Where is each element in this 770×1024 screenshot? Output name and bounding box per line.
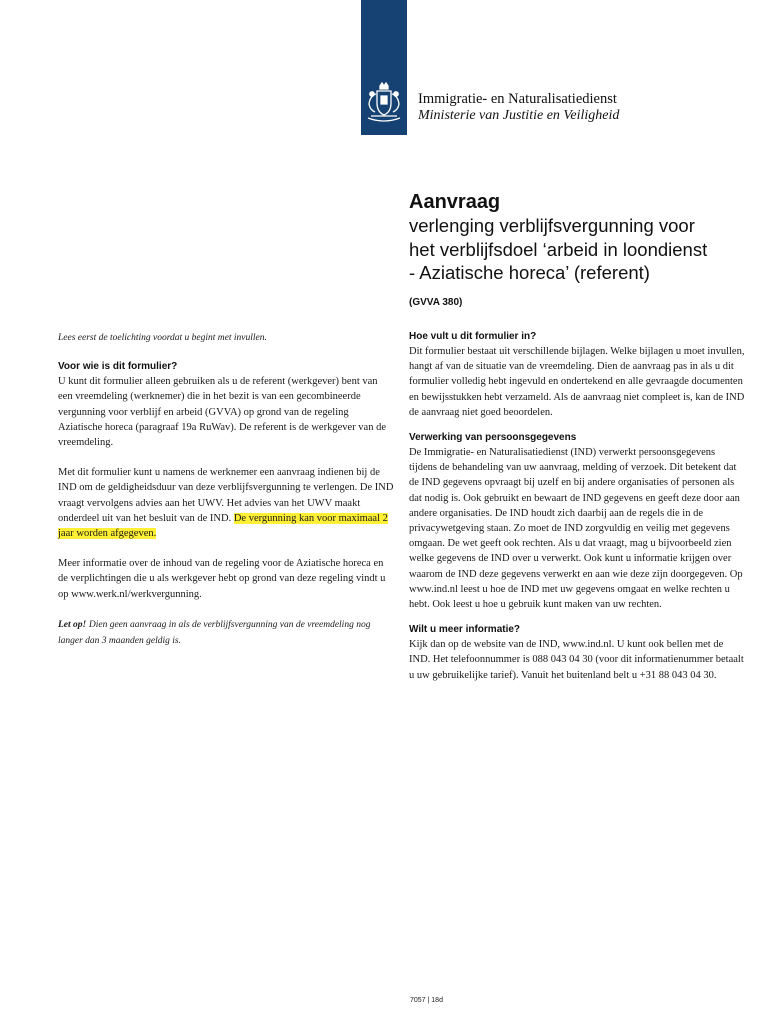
form-code: (GVVA 380) bbox=[409, 297, 463, 308]
who-text: U kunt dit formulier alleen gebruiken als u de referent (werkgever) bent van een vreemdeling (werknemer) die in het bezit is van een gecombineerde vergunning voor verblijf en arbeid (GVVA) op grond van de regeling Aziatische horeca (paragraaf 19a RuWav). De referent is de werkgever van de vreemdeling. bbox=[58, 376, 386, 449]
ministry-name: Ministerie van Justitie en Veiligheid bbox=[418, 108, 620, 123]
privacy-text: De Immigratie- en Naturalisatiedienst (IND) verwerkt persoonsgegevens tijdens de behandeling van uw aanvraag, melding of verzoek. Dit betekent dat de IND gegevens opvraagt bij uzelf en bij andere organisaties of personen als dat nodig is. Ook gebruikt en bewaart de IND gegevens en geeft deze door aan andere organisaties. De IND houdt zich daarbij aan de regels die in de privacywetgeving staan. Zo moet de IND zorgvuldig en veilig met gegevens omgaan. De wet geeft ook rechten. Als u dat vraagt, mag u bijvoorbeeld zien welke gegevens de IND over u verwerkt. Ook kunt u informatie krijgen over waarom de IND deze gegevens verwerkt en aan wie deze zijn doorgegeven. Op www.ind.nl leest u hoe de IND met uw gegevens omgaat en welke rechten u hebt. Ook leest u hoe u gebruik kunt maken van uw rechten. bbox=[409, 447, 743, 611]
page-code: 7057 | 18d bbox=[410, 997, 443, 1004]
title-block bbox=[409, 190, 769, 285]
procedure-paragraph bbox=[58, 465, 394, 541]
left-column bbox=[58, 331, 394, 649]
let-op-text: Dien geen aanvraag in als de verblijfsvergunning van de vreemdeling nog langer dan 3 maanden geldig is. bbox=[58, 619, 371, 647]
let-op-label: Let op! bbox=[58, 619, 87, 630]
more-info-regeling: Meer informatie over de inhoud van de regeling voor de Aziatische horeca en de verplichtingen die u als werkgever hebt op grond van deze regeling vindt u op www.werk.nl/werkvergunning. bbox=[58, 558, 386, 600]
intro-note: Lees eerst de toelichting voordat u begint met invullen. bbox=[58, 333, 267, 343]
let-op-note bbox=[58, 617, 394, 649]
subtitle-line-1: verlenging verblijfsvergunning voor bbox=[409, 215, 695, 236]
how-heading: Hoe vult u dit formulier in? bbox=[409, 331, 537, 342]
subtitle-line-2: het verblijfsdoel ‘arbeid in loondienst bbox=[409, 238, 708, 260]
document-title: Aanvraag bbox=[409, 191, 501, 213]
coat-of-arms-icon bbox=[364, 82, 404, 126]
subtitle-line-3: - Aziatische horeca’ (referent) bbox=[409, 262, 650, 283]
privacy-heading: Verwerking van persoonsgegevens bbox=[409, 432, 577, 444]
procedure-text: Met dit formulier kunt u namens de werknemer een aanvraag indienen bij de IND om de geldigheidsduur van deze verblijfsvergunning te verlengen. De IND vraagt vervolgens advies aan het UWV. Het advies van het UWV maakt onderdeel uit van het besluit van de IND. bbox=[58, 467, 394, 524]
highlighted-text: De vergunning kan voor maximaal 2 jaar worden afgegeven. bbox=[58, 512, 388, 540]
logo-bar bbox=[361, 0, 407, 135]
organization-name: Immigratie- en Naturalisatiedienst bbox=[418, 91, 617, 107]
right-column bbox=[409, 330, 745, 683]
how-text: Dit formulier bestaat uit verschillende bijlagen. Welke bijlagen u moet invullen, hangt af van de situatie van de vreemdeling. Dien de aanvraag pas in als u dit formulier volledig hebt ingevuld en ondertekend en alle gevraagde documenten en bewijsstukken hebt verzameld. Als de aanvraag niet compleet is, kan de IND de aanvraag niet goed beoordelen. bbox=[409, 346, 745, 418]
more-info-heading: Wilt u meer informatie? bbox=[409, 624, 521, 636]
more-info-text: Kijk dan op de website van de IND, www.ind.nl. U kunt ook bellen met de IND. Het telefoonnummer is 088 043 04 30 (voor dit informatienummer betaalt u uw gebruikelijke tarief). Vanuit het buitenland belt u +31 88 043 04 30. bbox=[409, 639, 744, 681]
who-heading: Voor wie is dit formulier? bbox=[58, 361, 178, 373]
